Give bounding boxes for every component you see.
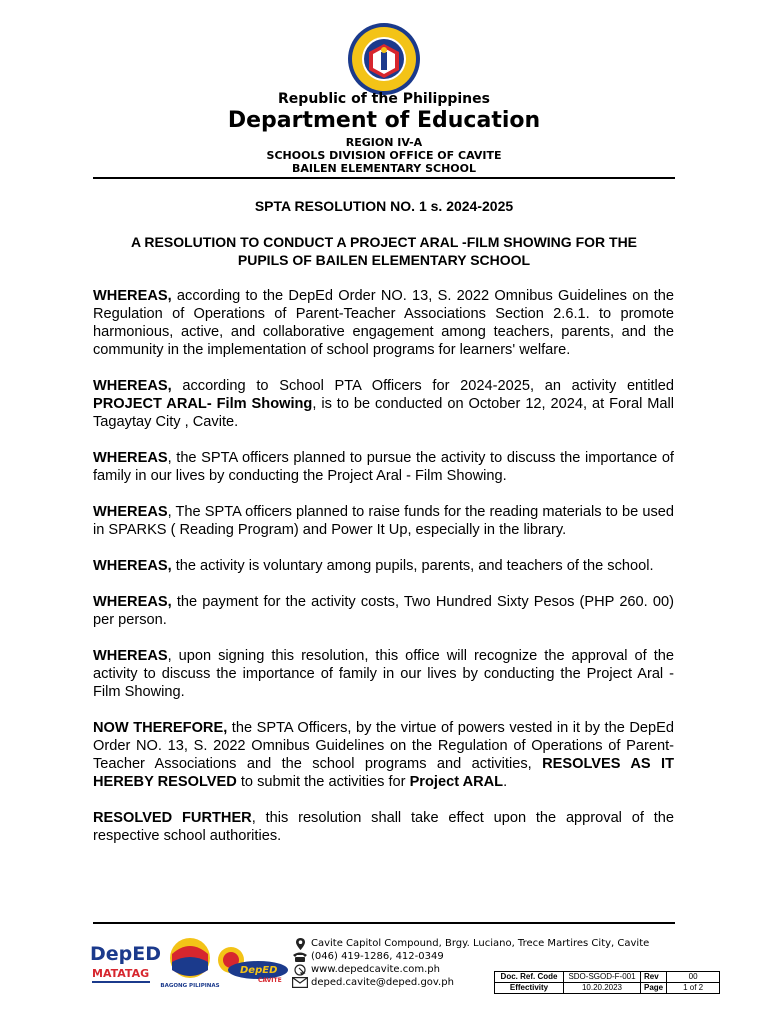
phone-text: (046) 419-1286, 412-0349 bbox=[311, 951, 444, 962]
whereas-lead: WHEREAS, bbox=[93, 594, 172, 610]
paragraph-text: the activity is voluntary among pupils, parents, and teachers of the school. bbox=[171, 558, 654, 574]
matatag-logo-text: MATATAG bbox=[92, 967, 150, 980]
project-aral-phrase: Project ARAL bbox=[409, 774, 504, 790]
department-heading: Department of Education bbox=[227, 108, 541, 133]
svg-text:DepED: DepED bbox=[240, 965, 278, 976]
whereas-lead: WHEREAS, bbox=[93, 288, 172, 304]
effectivity-value: 10.20.2023 bbox=[564, 983, 641, 994]
deped-seal-logo bbox=[347, 22, 421, 96]
deped-cavite-logo bbox=[218, 947, 288, 984]
resolves-phrase: RESOLVES AS IT HEREBY RESOLVED bbox=[93, 756, 674, 790]
resolved-further-lead: RESOLVED FURTHER bbox=[93, 810, 252, 826]
resolution-title-line-2: PUPILS OF BAILEN ELEMENTARY SCHOOL bbox=[237, 252, 531, 268]
paragraph-text: , upon signing this resolution, this office will recognize the approval of the activity to discuss the importance of family in our lives by conducting the Project Aral - Film Showing. bbox=[93, 648, 674, 700]
division-heading: SCHOOLS DIVISION OFFICE OF CAVITE bbox=[266, 149, 502, 162]
bagong-pilipinas-logo bbox=[160, 938, 219, 989]
address-text: Cavite Capitol Compound, Brgy. Luciano, Trece Martires City, Cavite bbox=[311, 938, 650, 949]
activity-name: PROJECT ARAL- Film Showing bbox=[93, 396, 313, 412]
footer-logos bbox=[88, 930, 298, 990]
deped-logo-text: DepED bbox=[90, 943, 162, 965]
paragraph-text: according to School PTA Officers for 2024-2025, an activity entitled bbox=[171, 378, 674, 394]
paragraph-text: , is to be conducted on October 12, 2024, at Foral Mall Tagaytay City , Cavite. bbox=[93, 396, 674, 430]
cursor-globe-icon bbox=[292, 964, 308, 976]
whereas-lead: WHEREAS bbox=[93, 504, 168, 520]
paragraph-text: . bbox=[503, 774, 508, 790]
paragraph-text: the payment for the activity costs, Two Hundred Sixty Pesos (PHP 260. 00) per person. bbox=[93, 594, 674, 628]
whereas-lead: WHEREAS bbox=[93, 450, 168, 466]
republic-heading: Republic of the Philippines bbox=[278, 91, 490, 107]
page-label: Page bbox=[641, 983, 667, 994]
footer-divider bbox=[93, 922, 675, 924]
region-heading: REGION IV-A bbox=[345, 136, 423, 149]
whereas-paragraph-3 bbox=[93, 449, 674, 485]
resolution-title bbox=[93, 233, 675, 269]
whereas-paragraph-7 bbox=[93, 647, 674, 701]
resolved-further-paragraph bbox=[93, 809, 674, 845]
paragraph-text: , the SPTA officers planned to pursue the activity to discuss the importance of family in our lives by conducting the Project Aral - Film Showing. bbox=[93, 450, 674, 484]
whereas-lead: WHEREAS, bbox=[93, 558, 172, 574]
paragraph-text: the SPTA Officers, by the virtue of powers vested in it by the DepEd Order NO. 13, S. 2022 Omnibus Guidelines on the Regulation of Operations of Parent-Teacher Associations and the school programs and activities, bbox=[93, 720, 674, 772]
whereas-lead: WHEREAS, bbox=[93, 378, 172, 394]
page-value: 1 of 2 bbox=[667, 983, 720, 994]
address-row bbox=[292, 937, 649, 950]
phone-icon bbox=[292, 951, 308, 962]
bagong-pilipinas-text: BAGONG PILIPINAS bbox=[160, 983, 220, 989]
whereas-paragraph-5 bbox=[93, 557, 674, 575]
doc-ref-value: SDO-SGOD-F-001 bbox=[564, 972, 641, 983]
resolution-body bbox=[93, 287, 674, 863]
location-pin-icon bbox=[292, 938, 308, 950]
whereas-lead: WHEREAS bbox=[93, 648, 168, 664]
whereas-paragraph-6 bbox=[93, 593, 674, 629]
whereas-paragraph-1 bbox=[93, 287, 674, 359]
rev-label: Rev bbox=[641, 972, 667, 983]
rev-value: 00 bbox=[667, 972, 720, 983]
now-therefore-lead: NOW THEREFORE, bbox=[93, 720, 228, 736]
effectivity-label: Effectivity bbox=[495, 983, 564, 994]
website-link[interactable]: www.depedcavite.com.ph bbox=[311, 964, 440, 975]
resolution-number: SPTA RESOLUTION NO. 1 s. 2024-2025 bbox=[254, 198, 514, 214]
paragraph-text: to submit the activities for bbox=[236, 774, 410, 790]
resolution-title-line-1: A RESOLUTION TO CONDUCT A PROJECT ARAL -FILM SHOWING FOR THE bbox=[130, 234, 638, 250]
svg-text:CAVITE: CAVITE bbox=[258, 977, 282, 984]
school-heading: BAILEN ELEMENTARY SCHOOL bbox=[292, 162, 476, 175]
email-link[interactable]: deped.cavite@deped.gov.ph bbox=[311, 977, 454, 988]
doc-ref-label: Doc. Ref. Code bbox=[495, 972, 564, 983]
paragraph-text: , this resolution shall take effect upon the approval of the respective school authorities. bbox=[93, 810, 674, 844]
whereas-paragraph-4 bbox=[93, 503, 674, 539]
envelope-icon bbox=[292, 977, 308, 988]
paragraph-text: according to the DepEd Order NO. 13, S. 2022 Omnibus Guidelines on the Regulation of Operations of Parent-Teacher Associations Section 2.6.1. to promote harmonious, active, and collaborative engagement among teachers, parents, and the community in the implementation of school programs for learners' welfare. bbox=[93, 288, 674, 358]
phone-row bbox=[292, 950, 649, 963]
document-reference-table bbox=[494, 971, 720, 994]
header-divider bbox=[93, 177, 675, 179]
now-therefore-paragraph bbox=[93, 719, 674, 791]
whereas-paragraph-2 bbox=[93, 377, 674, 431]
paragraph-text: , The SPTA officers planned to raise funds for the reading materials to be used in SPARKS ( Reading Program) and Power It Up, especially in the library. bbox=[93, 504, 674, 538]
deped-matatag-logo bbox=[90, 943, 161, 983]
